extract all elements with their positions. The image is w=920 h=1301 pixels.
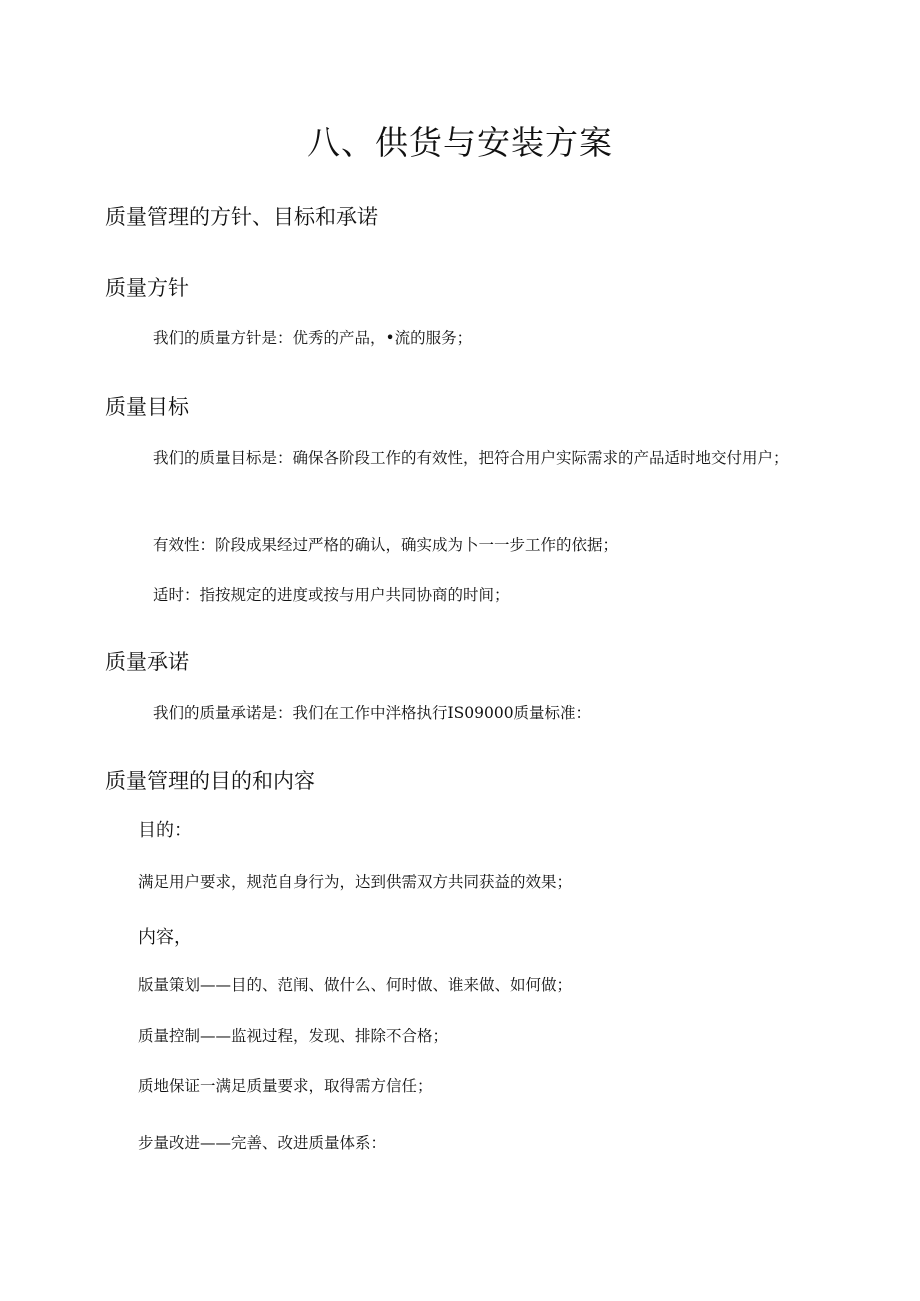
content-item: 质地保证一满足质量要求，取得需方信任； — [138, 1077, 433, 1095]
content-item: 步量改进——完善、改进质量体系： — [138, 1134, 387, 1152]
quality-policy-text: 我们的质量方针是：优秀的产品，•流的服务； — [153, 329, 473, 347]
quality-commitment-text: 我们的质量承诺是：我们在工作中泮格执行IS09000质量标准： — [153, 704, 592, 722]
subheading-content: 内容， — [138, 927, 192, 948]
subheading-quality-commitment: 质量承诺 — [105, 650, 189, 674]
purpose-text: 满足用户要求，规范自身行为，达到供需双方共同获益的效果； — [138, 873, 573, 891]
timely-text: 适时：指按规定的进度或按与用户共同协商的时间； — [153, 586, 510, 604]
content-item: 版量策划——目的、范闱、做什么、何时做、谁来做、如何做； — [138, 976, 573, 994]
subheading-purpose: 目的： — [138, 820, 192, 841]
document-title: 八、供货与安装方案 — [307, 123, 613, 162]
subheading-quality-goal: 质量目标 — [105, 395, 189, 419]
subheading-quality-policy: 质量方针 — [105, 276, 189, 300]
quality-goal-text: 我们的质量目标是：确保各阶段工作的有效性，把符合用户实际需求的产品适时地交付用户； — [153, 449, 789, 467]
section-heading-purpose-content: 质量管理的目的和内容 — [105, 769, 315, 793]
content-item: 质量控制——监视过程，发现、排除不合格； — [138, 1027, 449, 1045]
section-heading-policy-goals-commitment: 质量管理的方针、目标和承诺 — [105, 205, 378, 229]
effectiveness-text: 有效性：阶段成果经过严格的确认，确实成为卜一一步工作的依据； — [153, 536, 619, 554]
